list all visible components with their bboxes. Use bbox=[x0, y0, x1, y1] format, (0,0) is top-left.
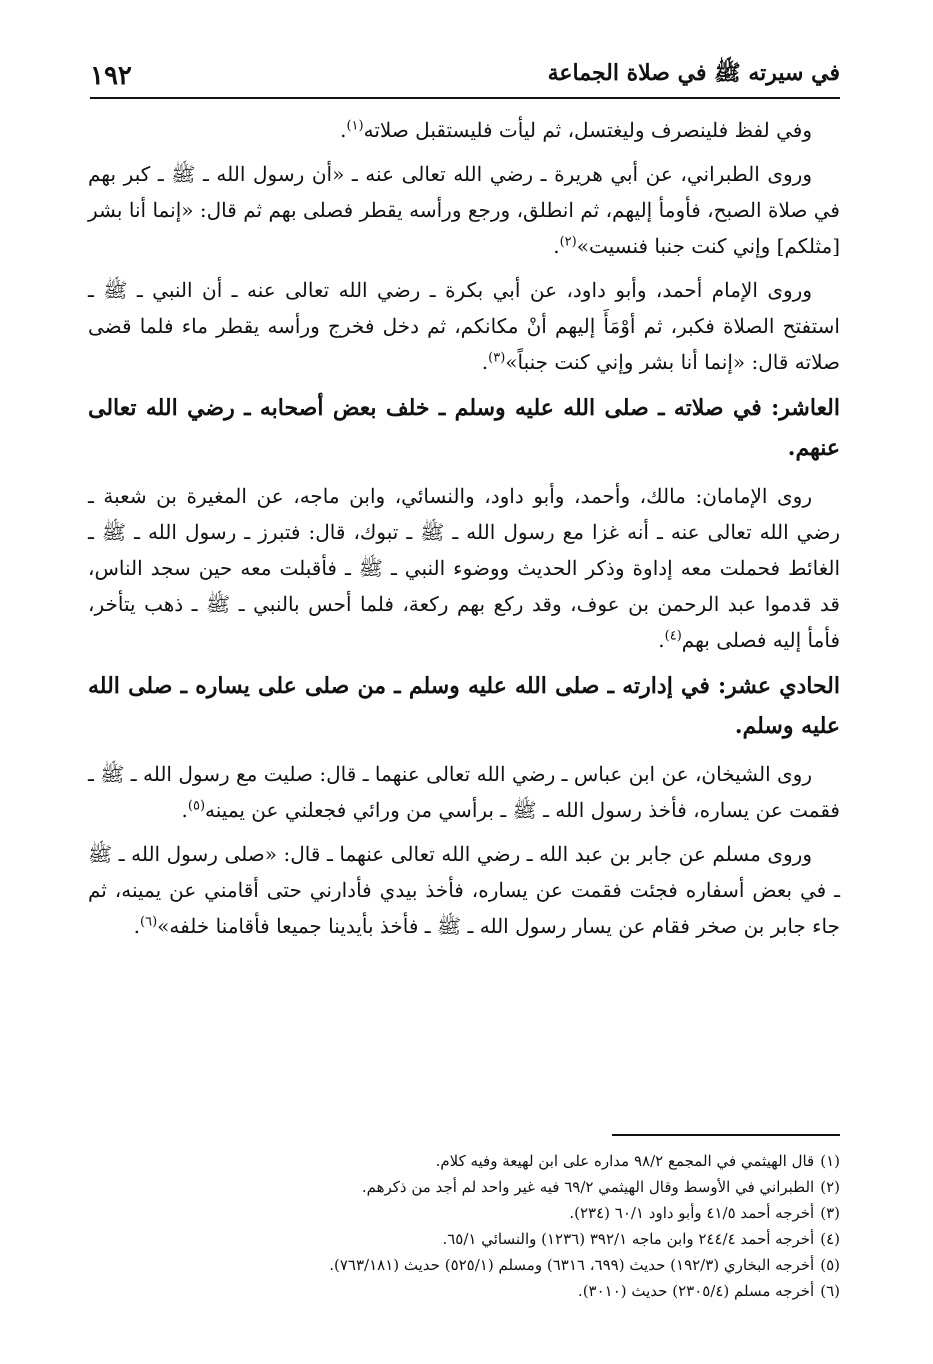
footnote-text: أخرجه أحمد ٤١/٥ وأبو داود ٦٠/١ (٢٣٤). bbox=[569, 1204, 815, 1222]
footnote bbox=[150, 1252, 840, 1278]
footnote-number: (٢) bbox=[820, 1178, 840, 1196]
footnote-text: أخرجه أحمد ٢٤٤/٤ وابن ماجه ٣٩٢/١ (١٢٣٦) والنسائي ٦٥/١. bbox=[442, 1230, 815, 1248]
footnote bbox=[150, 1278, 840, 1304]
footnote bbox=[150, 1226, 840, 1252]
section-heading: العاشر: في صلاته ـ صلى الله عليه وسلم ـ خلف بعض أصحابه ـ رضي الله تعالى عنهم. bbox=[88, 395, 840, 461]
footnote-reference: (٤) bbox=[664, 628, 682, 644]
paragraph-text: وروى مسلم عن جابر بن عبد الله ـ رضي الله تعالى عنهما ـ قال: «صلى رسول الله ـ ﷺ ـ في بعض أسفاره فجئت فقمت عن يساره، فأخذ بيدي فأدارني حتى أقامني عن يمينه، ثم جاء جابر بن صخر فقام عن يسار رسول الله ـ ﷺ ـ فأخذ بأيدينا جميعا فأقامنا خلفه» bbox=[88, 842, 840, 938]
paragraph: روى الشيخان، عن ابن عباس ـ رضي الله تعالى عنهما ـ قال: صليت مع رسول الله ـ ﷺ ـ فقمت عن يساره، فأخذ رسول الله ـ ﷺ ـ برأسي من ورائي فجعلني عن يمينه$^{(٥)}$. bbox=[88, 762, 840, 822]
footnote-text: أخرجه مسلم (٢٣٠٥/٤) حديث (٣٠١٠). bbox=[577, 1282, 815, 1300]
footnote bbox=[150, 1174, 840, 1200]
paragraph-text: وروى الإمام أحمد، وأبو داود، عن أبي بكرة ـ رضي الله تعالى عنه ـ أن النبي ـ ﷺ ـ استفتح الصلاة فكبر، ثم أوْمَأَ إليهم أنْ مكانكم، ثم دخل فخرج ورأسه يقطر ماء فلما قضى صلاته قال: «إنما أنا بشر وإني كنت جنباً» bbox=[88, 278, 840, 374]
footnote bbox=[150, 1148, 840, 1174]
paragraph: وفي لفظ فلينصرف وليغتسل، ثم ليأت فليستقبل صلاته$^{(١)}$. bbox=[340, 118, 812, 142]
footnote-text: أخرجه البخاري (١٩٢/٣) حديث (٦٩٩، ٦٣١٦) ومسلم (٥٢٥/١) حديث (٧٦٣/١٨١). bbox=[329, 1256, 815, 1274]
footnote-text: قال الهيثمي في المجمع ٩٨/٢ مداره على ابن لهيعة وفيه كلام. bbox=[435, 1152, 815, 1170]
footnote-reference: (١) bbox=[346, 118, 364, 134]
footnote-reference: (٣) bbox=[488, 350, 506, 366]
footnote bbox=[150, 1200, 840, 1226]
section-heading: الحادي عشر: في إدارته ـ صلى الله عليه وسلم ـ من صلى على يساره ـ صلى الله عليه وسلم. bbox=[88, 673, 840, 739]
paragraph-text: روى الإمامان: مالك، وأحمد، وأبو داود، والنسائي، وابن ماجه، عن المغيرة بن شعبة ـ رضي الله تعالى عنه ـ أنه غزا مع رسول الله ـ ﷺ ـ تبوك، قال: فتبرز ـ رسول الله ـ ﷺ ـ الغائط فحملت معه إداوة وذكر الحديث ووضوء النبي ـ ﷺ ـ فأقبلت معه حين سجد الناس، قد قدموا عبد الرحمن بن عوف، وقد ركع بهم ركعة، فلما أحس بالنبي ـ ﷺ ـ ذهب يتأخر، فأمأ إليه فصلى بهم bbox=[88, 484, 840, 652]
footnote-number: (٣) bbox=[820, 1204, 840, 1222]
page-number: ١٩٢ bbox=[90, 61, 132, 91]
footnote-number: (٥) bbox=[820, 1256, 840, 1274]
footnote-number: (٤) bbox=[820, 1230, 840, 1248]
footnote-reference: (٦) bbox=[140, 914, 158, 930]
paragraph: وروى الطبراني، عن أبي هريرة ـ رضي الله تعالى عنه ـ «أن رسول الله ـ ﷺ ـ كبر بهم في صلاة الصبح، فأومأ إليهم، ثم انطلق، ورجع ورأسه يقطر فصلى بهم ثم قال: «إنما أنا بشر [مثلكم] وإني كنت جنبا فنسيت»$^{(٢)}$. bbox=[88, 162, 840, 258]
footnote-reference: (٢) bbox=[559, 234, 577, 250]
paragraph-text: روى الشيخان، عن ابن عباس ـ رضي الله تعالى عنهما ـ قال: صليت مع رسول الله ـ ﷺ ـ فقمت عن يساره، فأخذ رسول الله ـ ﷺ ـ برأسي من ورائي فجعلني عن يمينه bbox=[88, 762, 840, 822]
page-header bbox=[90, 55, 840, 99]
footnotes bbox=[150, 1148, 840, 1304]
footnote-text: الطبراني في الأوسط وقال الهيثمي ٦٩/٢ فيه غير واحد لم أجد من ذكرهم. bbox=[361, 1178, 815, 1196]
paragraph: وروى مسلم عن جابر بن عبد الله ـ رضي الله تعالى عنهما ـ قال: «صلى رسول الله ـ ﷺ ـ في بعض أسفاره فجئت فقمت عن يساره، فأخذ بيدي فأدارني حتى أقامني عن يمينه، ثم جاء جابر بن صخر فقام عن يسار رسول الله ـ ﷺ ـ فأخذ بأيدينا جميعا فأقامنا خلفه»$^{(٦)}$. bbox=[88, 842, 840, 938]
footnote-number: (١) bbox=[820, 1152, 840, 1170]
paragraph: روى الإمامان: مالك، وأحمد، وأبو داود، والنسائي، وابن ماجه، عن المغيرة بن شعبة ـ رضي الله تعالى عنه ـ أنه غزا مع رسول الله ـ ﷺ ـ تبوك، قال: فتبرز ـ رسول الله ـ ﷺ ـ الغائط فحملت معه إداوة وذكر الحديث ووضوء النبي ـ ﷺ ـ فأقبلت معه حين سجد الناس، قد قدموا عبد الرحمن بن عوف، وقد ركع بهم ركعة، فلما أحس بالنبي ـ ﷺ ـ ذهب يتأخر، فأمأ إليه فصلى بهم$^{(٤)}$. bbox=[88, 484, 840, 652]
main-text bbox=[88, 112, 840, 952]
footnote-reference: (٥) bbox=[187, 798, 206, 814]
footnote-number: (٦) bbox=[820, 1282, 840, 1300]
paragraph-text: وفي لفظ فلينصرف وليغتسل، ثم ليأت فليستقبل صلاته bbox=[363, 118, 812, 142]
footnote-divider bbox=[612, 1134, 840, 1136]
paragraph-text: وروى الطبراني، عن أبي هريرة ـ رضي الله تعالى عنه ـ «أن رسول الله ـ ﷺ ـ كبر بهم في صلاة الصبح، فأومأ إليهم، ثم انطلق، ورجع ورأسه يقطر فصلى بهم ثم قال: «إنما أنا بشر [مثلكم] وإني كنت جنبا فنسيت» bbox=[88, 162, 840, 258]
running-title: في سيرته ﷺ في صلاة الجماعة bbox=[547, 60, 840, 86]
paragraph: وروى الإمام أحمد، وأبو داود، عن أبي بكرة ـ رضي الله تعالى عنه ـ أن النبي ـ ﷺ ـ استفتح الصلاة فكبر، ثم أوْمَأَ إليهم أنْ مكانكم، ثم دخل فخرج ورأسه يقطر ماء فلما قضى صلاته قال: «إنما أنا بشر وإني كنت جنباً»$^{(٣)}$. bbox=[88, 278, 840, 374]
